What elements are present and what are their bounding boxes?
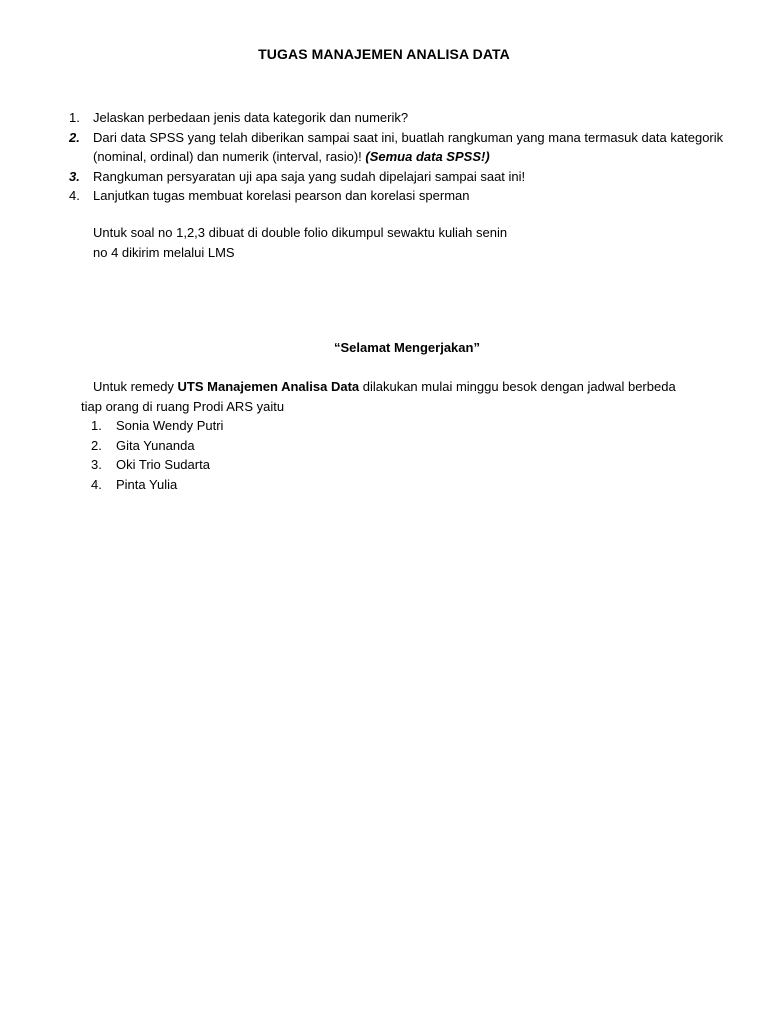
- task-item: [66, 108, 726, 128]
- name-item: [81, 475, 726, 495]
- task-text: Dari data SPSS yang telah diberikan sampai saat ini, buatlah rangkuman yang mana termasuk data kategorik (nominal, ordinal) dan numerik (interval, rasio)!: [93, 129, 724, 164]
- remedy-prefix: Untuk remedy: [93, 379, 178, 394]
- remedy-intro-line2: tiap orang di ruang Prodi ARS yaitu: [81, 398, 285, 414]
- name-number: 4.: [91, 476, 102, 492]
- note-line: Untuk soal no 1,2,3 dibuat di double folio dikumpul sewaktu kuliah senin: [93, 225, 508, 240]
- student-name: Gita Yunanda: [116, 437, 195, 453]
- submission-note: [93, 223, 733, 262]
- student-name: Sonia Wendy Putri: [116, 418, 224, 433]
- name-item: [81, 455, 726, 475]
- task-text: Jelaskan perbedaan jenis data kategorik dan numerik?: [93, 110, 409, 125]
- task-item: [66, 186, 726, 206]
- name-item: [81, 416, 726, 436]
- task-item: [66, 167, 726, 187]
- student-name: Pinta Yulia: [116, 476, 178, 492]
- task-number: 1.: [69, 110, 80, 125]
- name-item: [81, 436, 726, 456]
- task-item: [66, 128, 726, 167]
- task-number: 2.: [69, 129, 80, 145]
- task-text: Rangkuman persyaratan uji apa saja yang sudah dipelajari sampai saat ini!: [93, 168, 526, 184]
- remedy-exam-name: UTS Manajemen Analisa Data: [177, 379, 360, 394]
- remedy-section: [81, 377, 726, 494]
- remedy-suffix: dilakukan mulai minggu besok dengan jadwal berbeda: [359, 379, 676, 394]
- student-name: Oki Trio Sudarta: [116, 457, 210, 472]
- closing-text: “Selamat Mengerjakan”: [334, 340, 480, 355]
- document-title: TUGAS MANAJEMEN ANALISA DATA: [258, 46, 510, 62]
- remedy-intro: [81, 377, 726, 397]
- task-number: 3.: [69, 168, 80, 184]
- name-number: 2.: [91, 437, 102, 453]
- remedy-name-list: [81, 416, 726, 494]
- task-list: [66, 108, 726, 206]
- task-text: Lanjutkan tugas membuat korelasi pearson dan korelasi sperman: [93, 188, 470, 203]
- name-number: 3.: [91, 457, 102, 472]
- note-line: no 4 dikirim melalui LMS: [93, 244, 235, 260]
- task-number: 4.: [69, 188, 80, 203]
- task-emphasis: (Semua data SPSS!): [365, 149, 490, 164]
- name-number: 1.: [91, 418, 102, 433]
